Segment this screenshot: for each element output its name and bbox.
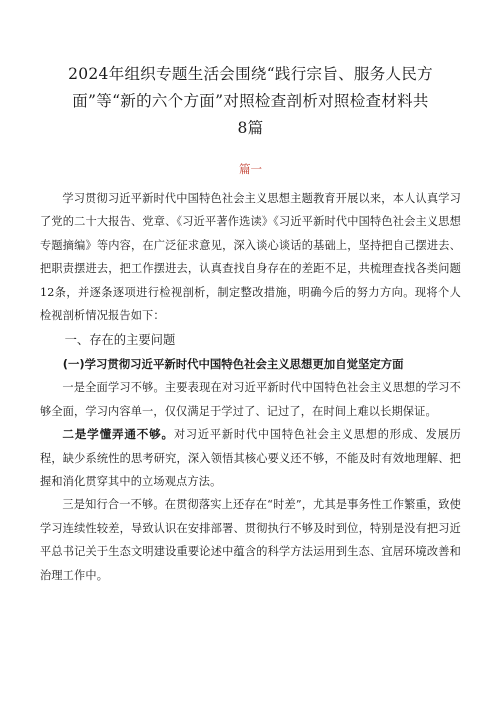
paragraph-2: [40, 423, 461, 493]
paragraph-1: 一是全面学习不够。主要表现在对习近平新时代中国特色社会主义思想的学习不够全面，学习内容单一，仅仅满足于学过了、记过了，在时间上难以长期保证。: [40, 381, 461, 418]
heading-main-problems: 一、存在的主要问题: [64, 333, 176, 348]
title-line-2: 面”等“新的六个方面”对照检查剖析对照检查材料共: [72, 92, 429, 110]
section-label: 篇一: [239, 162, 262, 176]
paragraph-2-lead: 二是学懂弄通不够。: [62, 427, 174, 442]
title-line-1: 2024年组织专题生活会围绕“践行宗旨、服务人民方: [68, 65, 433, 83]
intro-paragraph: 学习贯彻习近平新时代中国特色社会主义思想主题教育开展以来，本人认真学习了党的二十大报告、党章、《习近平著作选读》《习近平新时代中国特色社会主义思想专题摘编》等内容，在广泛征求意见，深入谈心谈话的基础上，坚持把自己摆进去、把职责摆进去，把工作摆进去，认真查找自身存在的差距不足，共梳理查找各类问题12条，并逐条逐项进行检视剖析，制定整改措施，明确今后的努力方向。现将个人检视剖析情况报告如下：: [40, 192, 461, 323]
title-line-3: 8篇: [237, 119, 264, 137]
heading-study-section: (一)学习贯彻习近平新时代中国特色社会主义思想更加自觉坚定方面: [62, 357, 404, 372]
paragraph-2-body: 对习近平新时代中国特色社会主义思想的形成、发展历程，缺少系统性的思考研究，深入领悟其核心要义还不够，不能及时有效地理解、把握和消化贯穿其中的立场观点方法。: [40, 428, 461, 489]
document-title: [40, 0, 461, 142]
paragraph-3: 三是知行合一不够。在贯彻落实上还存在“时差”，尤其是事务性工作繁重，致使学习连续性较差，导致认识在安排部署、贯彻执行不够及时到位，特别是没有把习近平总书记关于生态文明建设重要论述中蕴含的科学方法运用到生态、宜居环境改善和治理工作中。: [40, 498, 461, 582]
